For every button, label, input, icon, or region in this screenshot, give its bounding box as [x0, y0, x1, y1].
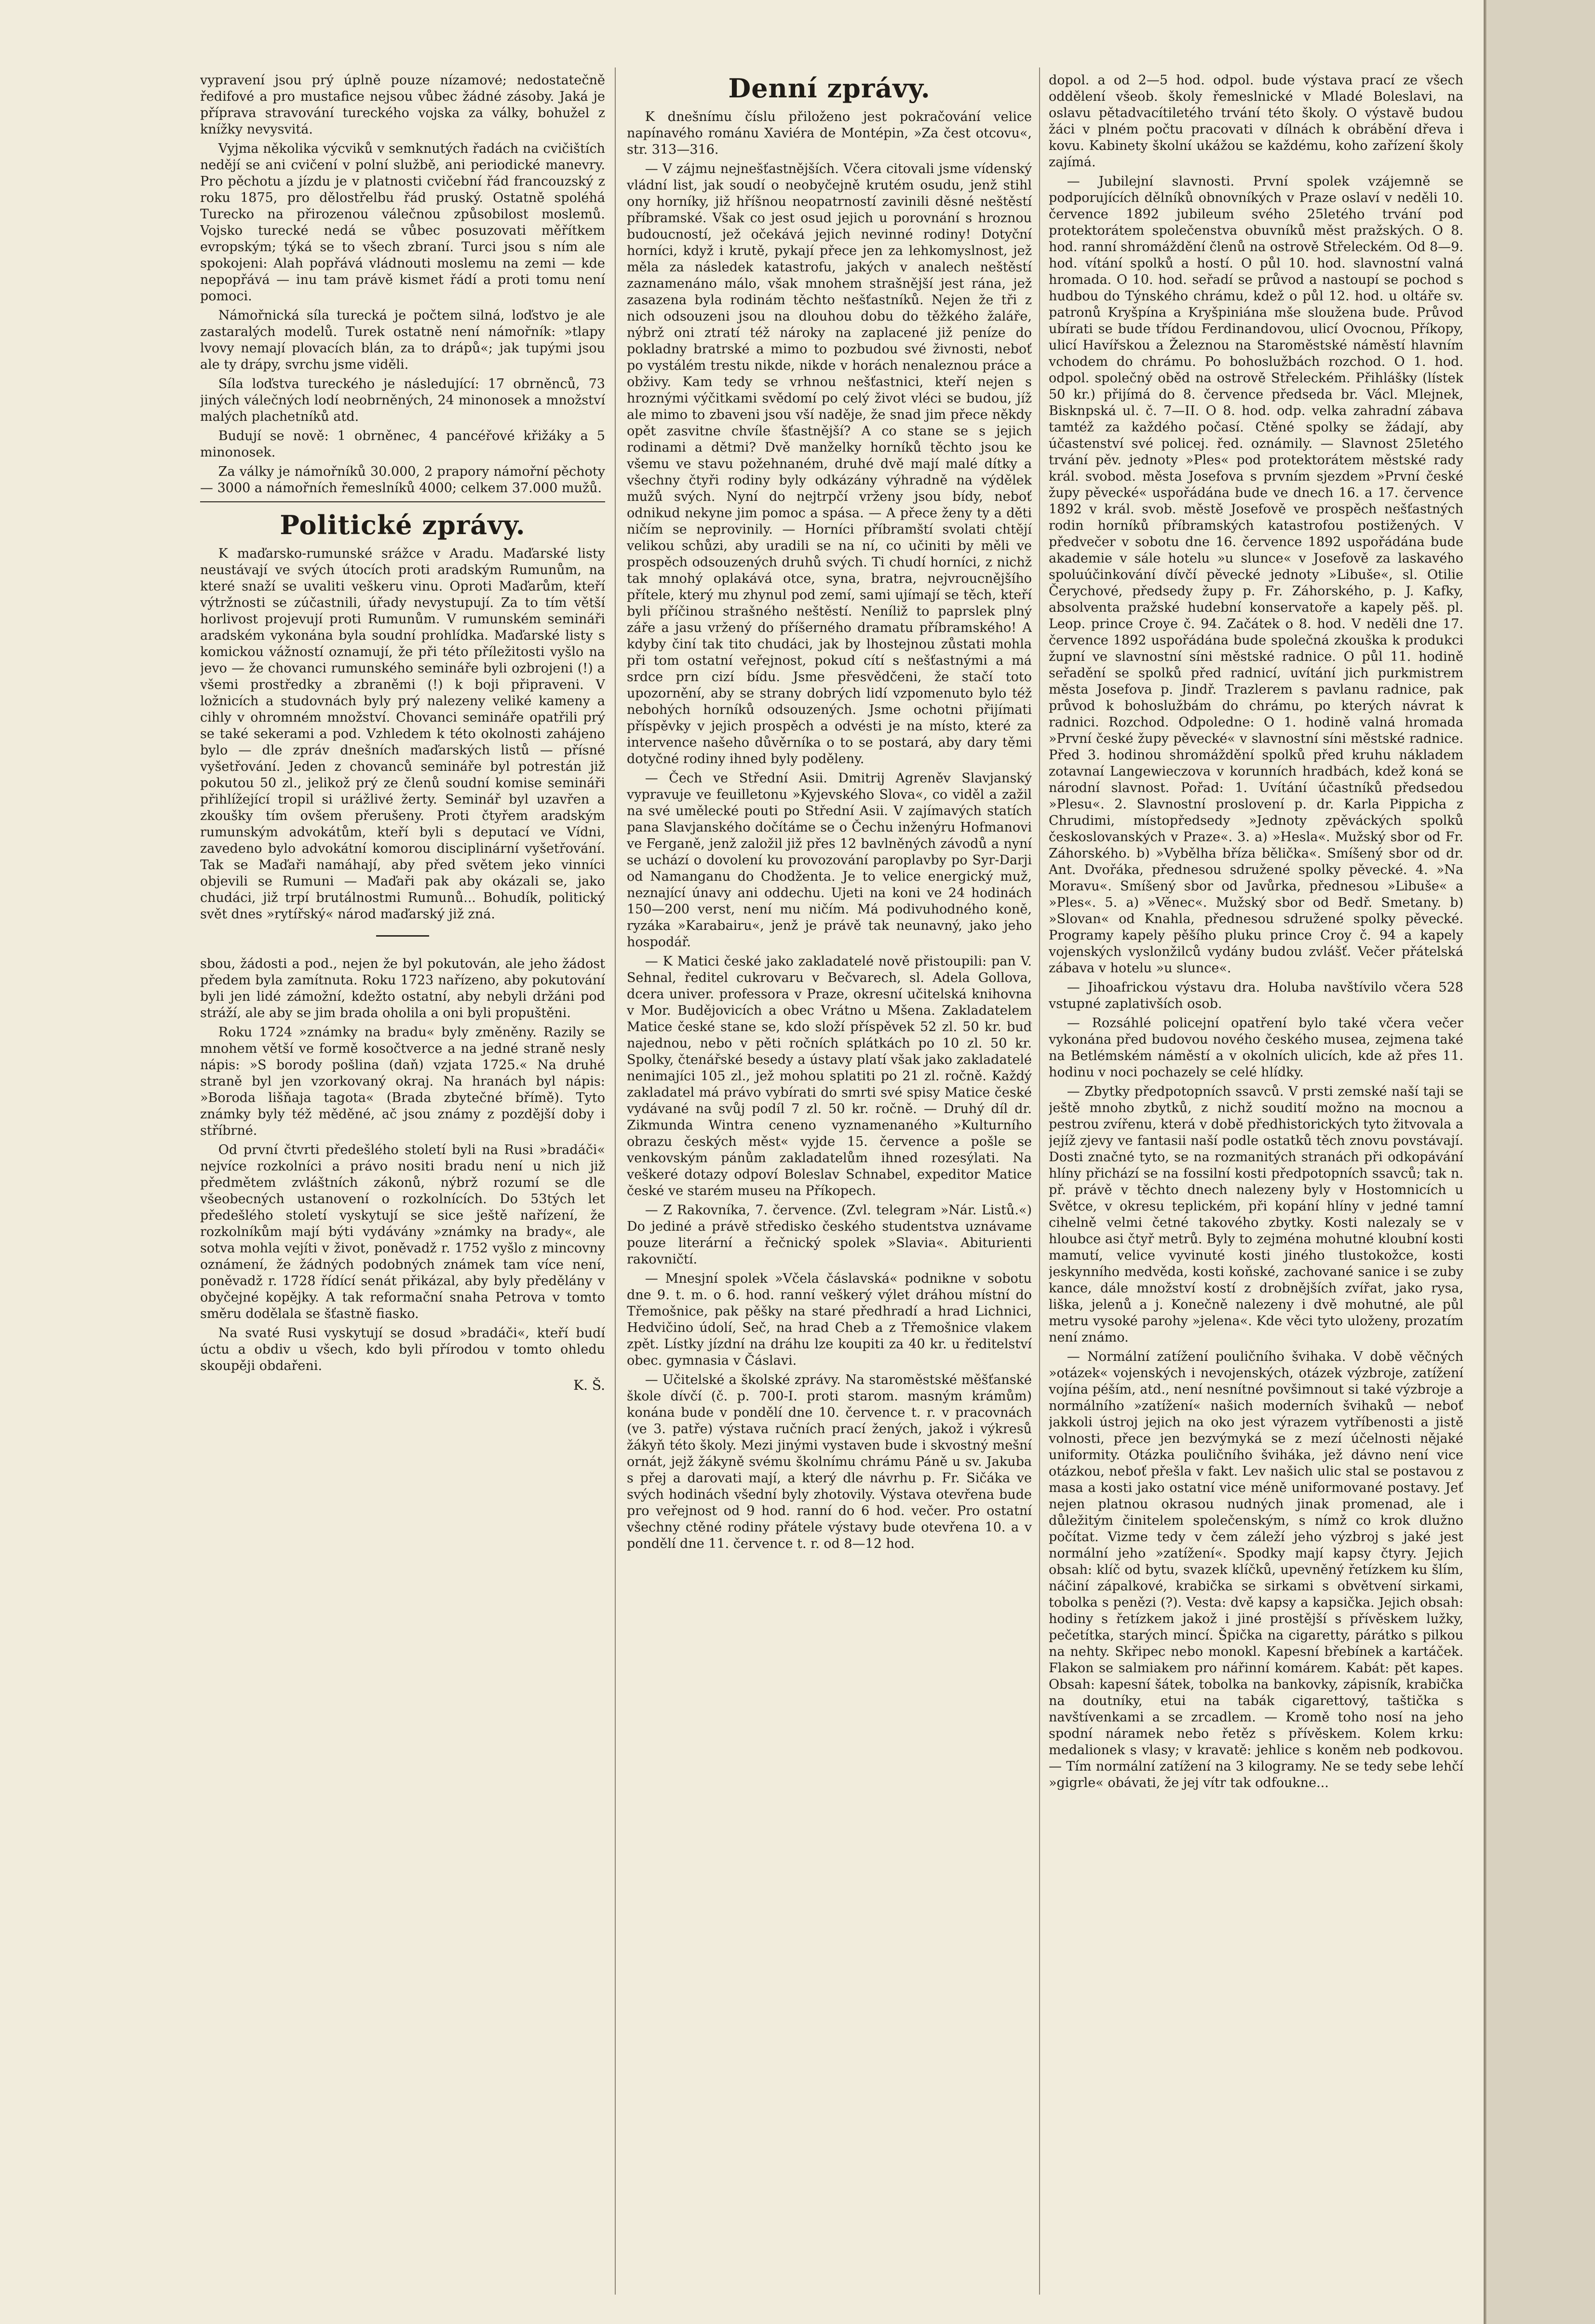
article-paragraph: dopol. a od 2—5 hod. odpol. bude výstava prací ze všech oddělení všeob. školy řemeslnické v Mladé Boleslavi, na oslavu pětadvacítiletého trvání této školy. O výstavě budou žáci v plném počtu pracovati v dílnách k obrábění dřeva i kovu. Kabinety školní ukážou se každému, koho zařízení školy zajímá.: [1049, 73, 1463, 170]
article-paragraph: Budují se nově: 1 obrněnec, 4 pancéřové křižáky a 5 minonosek.: [200, 429, 605, 460]
article-paragraph: Síla loďstva tureckého je následující: 17 obrněnců, 73 jiných válečných lodí neobrněných, 24 minonosek a množství malých plachetníků atd.: [200, 376, 605, 424]
article-paragraph: Námořnická síla turecká je počtem silná, loďstvo je ale zastaralých modelů. Turek ostatně není námořník: »tlapy lvovy nemají plovacích blán, za to drápů«; jak tupými jsou ale ty drápy, svrchu jsme viděli.: [200, 308, 605, 372]
article-divider: [376, 935, 429, 937]
article-paragraph: Na svaté Rusi vyskytují se dosud »bradáči«, kteří budí úctu a obdiv u všech, kdo byli přírodou v tomto ohledu skoupěji obdařeni.: [200, 1326, 605, 1373]
article-paragraph: — Z Rakovníka, 7. července. (Zvl. telegram »Nár. Listů.«) Do jediné a právě středisko českého studentstva uznávame pouze literární a řečnický spolek »Slavia«. Abiturienti rakovničtí.: [627, 1203, 1032, 1267]
article-paragraph: — Čech ve Střední Asii. Dmitrij Agreněv Slavjanský vypravuje ve feuilletonu »Kyjevského Slova«, co viděl a zažil na své umělecké pouti po Střední Asii. V zajímavých statích pana Slavjanského dočítáme se o Čechu inženýru Hofmanovi ve Ferganě, jenž založil již přes 12 bavlněných závodů a nyní se uchází o dovolení ku provozování paroplavby po Syr-Darji od Namanganu do Chodženta. Je to velice energický muž, neznající únavy ani oddechu. Ujeti na koni ve 24 hodinách 150—200 verst, není mu ničím. Má podivuhodného koně, ryzáka »Karabairu«, jenž je právě tak neunavný, jako jeho hospodář.: [627, 771, 1032, 950]
section-heading-daily-news: Denní zprávy.: [728, 73, 931, 104]
article-paragraph: — Zbytky předpotopních ssavců. V prsti zemské naší taji se ještě mnoho zbytků, z nichž soudití možno na mocnou a pestrou zvířenu, která v době předhistorických tyto žitvovala a jejíž zjevy ve fantasii naší podle ostatků těch znovu povstávají. Dosti značné tyto, se na rozmanitých stranách při odkopávání hlíny přichází se na fossilní kosti předpotopních ssavců; tak n. př. právě v těchto dnech nalezeny byly v Hostomnicích u Světce, v okresu teplickém, při kopání hlíny v jedné tamní cihelně velmi četné takového zbytky. Kosti nalezaly se v hloubce asi čtyř metrů. Byly to zejména mohutné kloubní kosti mamutí, velice vyvinuté kosti jiného tlustokožce, kosti jeskynního medvěda, kosti koňské, zachované sanice i se zuby kance, dále množství kostí z drobnějších zvířat, jako rysa, liška, jelenů a j. Konečně nalezeny i dvě mohutné, ale půl metru vysoké parohy »jelena«. Kde věci tyto uloženy, prozatím není známo.: [1049, 1084, 1463, 1345]
article-paragraph: — Normální zatížení pouličního švihaka. V době věčných »otázek« vojenských i nevojenských, otázek výzbroje, zatížení vojína péším, atd., není nesnítné povšimnout si také výzbroje a normálního »zatížení« našich moderních švihaků — neboť jakkoli ústroj jejich na oko jest výrazem vytříbenosti a jistě volnosti, přece jen bezvýmyká se z mezí účelnosti nějaké uniformity. Otázka pouličního šviháka, jež dávno není vice otázkou, neboť přešla v fakt. Lev našich ulic stal se postavou z masa a kosti jako ostatní vice méně uniformované postavy. Jeť nejen platnou okrasou nudných jinak promenad, ale i důležitým činitelem společenským, s nímž co krok dlužno počítat. Vizme tedy v čem záleží jeho výzbroj s jaké jest normální jeho »zatížení«. Spodky mají kapsy čtyry. Jejich obsah: klíč od bytu, svazek klíčků, upevněný řetízkem ku šlím, náčiní zápalkové, krabička se sirkami s obvětvení sirkami, tobolka s penězi (?). Vesta: dvě kapsy a kapsička. Jejich obsah: hodiny s řetízkem jakož i jiné prostější s přívěskem lužky, pečetítka, starých mincí. Špička na cigaretty, párátko s pilkou na nehty. Skřipec nebo monokl. Kapesní břebínek a kartáček. Flakon se salmiakem pro nářinní komárem. Kabát: pět kapes. Obsah: kapesní šátek, tobolka na bankovky, zápisník, krabička na doutníky, etui na tabák cigarettový, taštička s navštívenkami a se zrcadlem. — Kromě toho nosí na jeho spodní náramek nebo řetěz s přívěskem. Kolem krku: medalionek s vlasy; v kravatě: jehlice s koněm neb podkovou. — Tím normální zatížení na 3 kilogramy. Ne se tedy sebe lehčí »gigrle« obávati, že jej vítr tak odfoukne...: [1049, 1349, 1463, 1790]
article-paragraph: K maďarsko-rumunské srážce v Aradu. Maďarské listy neustávají ve svých útocích proti aradským Rumunům, na které snaží se uvaliti veškeru vinu. Oproti Maďarům, kteří výtržnosti se zúčastnili, úřady nevystupují. Za to tím větší horlivost projevují proti Rumunům. V rumunském semináři aradském vykonána byla soudní prohlídka. Maďarské listy s komickou vážností oznamují, že při této příležitosti vyšlo na jevo — že chovanci rumunského semináře byli ozbrojeni (!) a všemi prostředky a zbraněmi (!) k boji připraveni. V ložnicích a studovnách byly prý nalezeny veliké kameny a cihly v ohromném množství. Chovanci semináře opatřili prý se také sekerami a pod. Vzhledem k této okolnosti zahájeno bylo — dle zpráv dnešních maďarských listů — přísné vyšetřování. Jeden z chovanců semináře byl potrestán již pokutou 50 zl., jelikož prý ze členů soudní komise semináři přihlížející tropil si urážlivé žerty. Seminář byl uzavřen a zkoušky tím ovšem přerušeny. Proti čtyřem aradským rumunským advokátům, kteří byli s deputací ve Vídni, zavedeno bylo advokátní komorou disciplinární vyšetřování. Tak se Maďaři namáhají, aby před světem jeko vinníci objevili se Rumuni — Maďaři pak aby okázali se, jako chudáci, již trpí brutálnostmi Rumunů... Bohudík, politický svět dnes »rytířský« národ maďarský již zná.: [200, 546, 605, 922]
article-paragraph: — K Matici české jako zakladatelé nově přistoupili: pan V. Sehnal, ředitel cukrovaru v Bečvarech, sl. Adela Gollova, dcera univer. professora v Praze, okresní učitelská knihovna v Mor. Budějovicích a obec Vrátno u Mšena. Zakladatelem Matice české stane se, kdo složí příspěvek 52 zl. 50 kr. buď najednou, nebo v pěti ročních splátkách po 10 zl. 50 kr. Spolky, čtenářské besedy a ústavy platí však jako zakladatelé nenimajíci 105 zl., jež mohou splatiti po 21 zl. ročně. Každý zakladatel má právo vybírati do smrti své spisy Matice české vydávané na svůj podíl 7 zl. 50 kr. ročně. — Druhý díl dr. Zikmunda Wintra ceneno vyznamenaného »Kulturního obrazu českých měst« vyjde 15. července a pošle se venkovským pánům zakladatelům ihned rozesýlati. Na veškeré dotazy odpoví Boleslav Schnabel, expeditor Matice české ve starém museu na Příkopech.: [627, 954, 1032, 1198]
article-paragraph: Za války je námořníků 30.000, 2 prapory námořní pěchoty — 3000 a námořních řemeslníků 4000; celkem 37.000 mužů.: [200, 464, 605, 496]
column-rule-2: [1039, 67, 1040, 2295]
column-rule-1: [615, 67, 616, 2295]
page-margin-right: [1486, 0, 1595, 2324]
column-2: [627, 72, 1032, 2290]
article-paragraph: — Mnesjní spolek »Včela čáslavská« podnikne v sobotu dne 9. t. m. o 6. hod. ranní veškerý výlet dráhou místní do Třemošnice, pak pěšky na staré předhradí a hrad Lichnici, Hedvičino údolí, Seč, na hrad Cheb a z Třemošnice vlakem zpět. Lístky jízdní na dráhu lze koupiti za 40 kr. u ředitelství obec. gymnasia v Čáslavi.: [627, 1271, 1032, 1368]
article-paragraph: — Rozsáhlé policejní opatření bylo také včera večer vykonána před budovou nového českého musea, zejmena také na Betlémském náměstí a v okolních ulicích, kde až přes 11. hodinu v noci pochazely se celé hlídky.: [1049, 1016, 1463, 1080]
section-divider: [200, 501, 605, 502]
article-paragraph: — V zájmu nejnešťastnějších. Včera citovali jsme vídenský vládní list, jak soudí o neobyčejně krutém osudu, jenž stihl ony horníky, již hříšnou neopatrností zavinili děsné neštěstí příbramské. Však co jest osud jejich u porovnání s hroznou budoucností, jež očekává jejich nevinné rodiny! Dotyční horníci, když i krutě, pykají přece jen za lehkomyslnost, jež měla za následek katastrofu, jakých v analech neštěstí zaznamenáno málo, však mnohem strašnější jest rána, jež zasazena byla rodinám těchto nešťastníků. Nejen že tři z nich odsouzeni jsou na dlouhou dobu do těžkého žaláře, nýbrž oni ztratí též nároky na zaplacené již peníze do pokladny bratrské a mimo to pozbudou své živnosti, neboť po vystálém trestu nikde, nikde v horách nenaleznou práce a obživy. Kam tedy se vrhnou nešťastnici, kteří nejen s hroznými výčitkami svědomí po celý život vléci se budou, jíž ale mimo to zbaveni jsou vší naděje, že snad jim přece někdy opět zasvitne chvíle šťastnější? A co stane se s jejich rodinami a dětmi? Dvě manželky horníků těchto jsou ke všemu ve stavu požehnaném, druhé dvě mají malé dítky a všechny čtyři rodiny byly odkázány výhradně na výdělek mužů svých. Nyní do nejtrpčí vrženy jsou bídy, neboť odnikud nekyne jim pomoc a spása. — A přece ženy ty a děti ničím se neprovinily. — Horníci příbramští svolati chtějí velikou schůzi, aby uradili se na ní, co učiniti by měli ve prospěch odsouzených druhů svých. Ti chudí horníci, z nichž tak mnohý oplakává otce, syna, bratra, nejvroucnějšího přítele, který mu zhynul pod zemí, sami ujímají se těch, kteří byli příčinou strašného neštěstí. Neníliž to paprslek plný záře a jasu vržený do příšerného dramatu příbramského! A kdyby činí tak tito chudáci, jak by lhostejnou zůstati mohla při tom ostatní veřejnost, pokud cítí s nešťastnými a má srdce prn cizí bídu. Jsme přesvědčeni, že stačí toto upozornění, aby se strany dobrých lidí vzpomenuto bylo též nebohých horníků odsouzených. Jsme ochotni přijímati příspěvky v jejich prospěch a odvésti je na místo, které za intervence našeho důvěrníka o to se postará, aby dary těmi dotyčné rodiny ihned byly poděleny.: [627, 161, 1032, 766]
article-paragraph: — Učitelské a školské zprávy. Na staroměstské měšťanské škole dívčí (č. p. 700-I. proti starom. masným krámům) konána bude v pondělí dne 10. července t. r. v pracovnách (ve 3. patře) výstava ručních prací žených, jakož i výkresů žákyň této školy. Mezi jinými vystaven bude i skvostný mešní ornát, jejž žákyně svému školnímu chrámu Páně u sv. Jakuba s přej a darovati mají, a který dle návrhu p. Fr. Sičáka ve svých hodinách všední byly zhotovily. Výstava otevřena bude pro veřejnost od 9 hod. ranní do 6 hod. večer. Pro ostatní všechny ctěné rodiny přátele výstavy bude otevřena 10. a v pondělí dne 11. července t. r. od 8—12 hod.: [627, 1372, 1032, 1551]
section-heading-politics: Politické zprávy.: [280, 510, 526, 540]
author-signature: K. Š.: [573, 1377, 605, 1393]
column-1: [200, 72, 605, 2290]
article-paragraph: — Jihoafrickou výstavu dra. Holuba navštívilo včera 528 vstupné zaplativších osob.: [1049, 980, 1463, 1011]
article-paragraph: K dnešnímu číslu přiloženo jest pokračování velice napínavého románu Xaviéra de Montépin, »Za čest otcovu«, str. 313—316.: [627, 109, 1032, 157]
article-paragraph: sbou, žádosti a pod., nejen že byl pokutován, ale jeho žádost předem byla zamítnuta. Roku 1723 nařízeno, aby pokutování byli jen lidé zámožní, kdežto ostatní, aby nebyli držáni pod stráží, ale aby se jim brada oholila a oni byli propuštěni.: [200, 956, 605, 1021]
article-paragraph: Od první čtvrti předešlého století byli na Rusi »bradáči« nejvíce rozkolníci a právo nositi bradu není u nich již předmětem zvláštních zákonů, nýbrž rozumí se dle všeobecných ustanovení o rozkolnících. Do 53tých let předešlého století vyskytují se sice ještě nařízení, že rozkolníkům mají býti vydávány »známky na brady«, ale sotva mohla vejíti v život, poněvadž r. 1752 vyšlo z mincovny oznámení, že žádných podobných známek tam více není, poněvadž r. 1728 řídící senát přikázal, aby byly předělány v obyčejné kopějky. A tak reformační snaha Petrova v tomto směru dodělala se šťastně fiasko.: [200, 1142, 605, 1321]
article-paragraph: vypravení jsou prý úplně pouze nízamové; nedostatečně ředifové a pro mustafice nejsou vůbec žádné zásoby. Jaká je příprava stravování tureckého vojska za války, bohužel z knížky nevysvitá.: [200, 73, 605, 137]
article-paragraph: — Jubilejní slavnosti. První spolek vzájemně se podporujících dělníků obnovníkých v Praze oslaví v neděli 10. července 1892 jubileum svého 25letého trvání pod protektorátem společenstva obuvníků měst pražských. O 8. hod. ranní shromáždění členů na ostrově Střeleckém. Od 8—9. hod. vítání spolků a hostí. O půl 10. hod. slavnostní valná hromada. O 10. hod. seřadí se průvod a nastoupí se pochod s hudbou do Týnského chrámu, kdež o půl 12. hod. u oltáře sv. patronů Kryšpína a Kryšpiniána mše sloužena bude. Průvod ubírati se bude třídou Ferdinandovou, ulicí Ovocnou, Příkopy, ulicí Havířskou a Železnou na Staroměstské náměstí hlavním vchodem do chrámu. Po bohoslužbách rozchod. O 1. hod. odpol. společný oběd na ostrově Střeleckém. Přihlášky (lístek 50 kr.) přijímá do 8. července předseda br. Václ. Mlejnek, Bisknpská ul. č. 7—II. O 8. hod. odp. velka zahradní zábava tamtéž za každého počasí. Ctěné spolky se žádají, aby účastenství své policej. řed. oznámily. — Slavnost 25letého trvání pěv. jednoty »Ples« pod protektorátem městské rady král. svobod. města Josefova s prvním sjezdem »První české župy pěvecké« uspořádána bude ve dnech 16. a 17. července 1892 v král. svob. městě Josefově ve prospěch nešťastných rodin horníků příbramských katastrofou postižených. V předvečer v sobotu dne 16. července 1892 uspořádána bude akademie v sále hotelu »u slunce« v Josefově za laskavého spoluúčinkování dívčí pěvecké jednoty »Libuše«, sl. Otilie Čerychové, předsedy župy p. Fr. Záhorského, p. J. Kafky, absolventa pražské hudební konservatoře a kapely pěš. pl. Leop. prince Croye č. 94. Začátek o 8. hod. V neděli dne 17. července 1892 uspořádána bude společná zkouška k produkci župní ve slavnostní síni městské radnice. O půl 11. hodině seřadění se spolků před radnicí, uvítání jich purkmistrem města Josefova p. Jindř. Trazlerem s pavlanu radnice, pak průvod k bohoslužbám do chrámu, po kterých návrat k radnici. Rozchod. Odpoledne: O 1. hodině valná hromada »První české župy pěvecké« v slavnostní síni městské radnice. Před 3. hodinou shromáždění spolků před kruhu nákladem zotavnaí Langewieczova v korunních hradbách, kdež koná se národní slavnost. Pořad: 1. Uvítání účastníků předsedou »Plesu«. 2. Slavnostní proslovení p. dr. Karla Pippicha z Chrudimi, místopředsedy »Jednoty zpěváckých spolků českoslovanských v Praze«. 3. a) »Hesla«. Mužský sbor od Fr. Záhorského. b) »Vybělha bříza bělička«. Smíšený sbor od dr. Ant. Dvořáka, přednesou sdružené spolky pěvecké. 4. »Na Moravu«. Smíšený sbor od Javůrka, přednesou »Libuše« a »Ples«. 5. a) »Věnec«. Mužský sbor od Bedř. Smetany. b) »Slovan« od Knahla, přednesou sdružené spolky pěvecké. Programy kapely pěšího pluku prince Croy č. 94 a kapely vojenských vyslonžilců vydány budou zvlášť. Večer přátelská zábava v hotelu »u slunce«.: [1049, 174, 1463, 976]
article-paragraph: Roku 1724 »známky na bradu« byly změněny. Razily se mnohem větší ve formě kosočtverce a na jedné straně nesly nápis: »S borody pošlina (daň) vzjata 1725.« Na druhé straně byl jen vzorkovaný okraj. Na hranách byl nápis: »Boroda lišňaja tagota« (Brada zbytečné břímě). Tyto známky byly též měděné, ač jsou známy z pozdější doby i stříbrné.: [200, 1025, 605, 1138]
article-paragraph: Vyjma několika výcviků v semknutých řadách na cvičištích nedějí se ani cvičení v polní službě, ani periodické manevry. Pro pěchotu a jízdu je v platnosti cvičební řád francouzský z roku 1875, pro dělostřelbu řád pruský. Ostatně spoléhá Turecko na přirozenou válečnou způsobilost moslemů. Vojsko turecké nedá se vůbec posuzovati měřítkem evropským; týká se to všech zbraní. Turci jsou s ním ale spokojeni: Alah popřává vládnouti moslemu na zemi — kde nepopřává — inu tam právě kismet řádí a proti tomu není pomoci.: [200, 141, 605, 304]
column-3: [1049, 72, 1463, 2290]
